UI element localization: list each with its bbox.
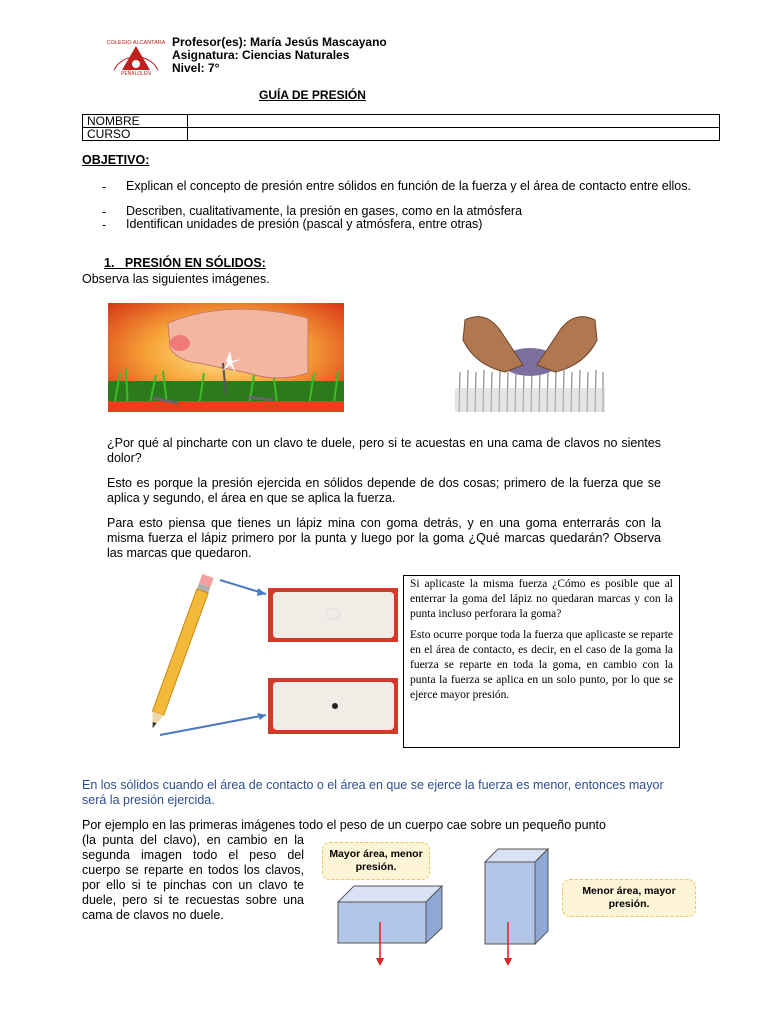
foot-on-nail-image bbox=[108, 303, 344, 412]
objective-item: Explican el concepto de presión entre sólidos en función de la fuerza y el área de contacto entre ellos. bbox=[126, 179, 691, 193]
subject-line: Asignatura: Ciencias Naturales bbox=[172, 48, 350, 62]
bed-of-nails-image bbox=[455, 310, 605, 412]
level-line: Nivel: 7° bbox=[172, 61, 220, 75]
section-intro: Observa las siguientes imágenes. bbox=[82, 272, 270, 286]
explanation-paragraph: Esto es porque la presión ejercida en sólidos depende de dos cosas; primero de la fuerza que se aplica y segundo, el área en que se aplica la fuerza. bbox=[107, 476, 661, 505]
school-logo bbox=[106, 34, 166, 76]
course-field[interactable] bbox=[188, 128, 720, 141]
pressure-blocks-diagram bbox=[330, 846, 560, 970]
svg-text:PEÑALOLEN: PEÑALOLEN bbox=[120, 71, 152, 76]
box-answer: Esto ocurre porque toda la fuerza que aplicaste se reparte en el área de contacto, es decir, en el caso de la goma la fuerza se reparte en toda la goma, en cambio con la punta la fuerza se aplica en un solo punto, por lo que se ejerce mayor presión. bbox=[410, 629, 673, 701]
name-field[interactable] bbox=[188, 115, 720, 128]
pencil-paragraph: Para esto piensa que tienes un lápiz mina con goma detrás, y en una goma enterrarás con la misma fuerza el lápiz primero por la punta y luego por la goma ¿Qué marcas quedarán? Observa las marcas que quedaron. bbox=[107, 516, 661, 560]
teacher-line: Profesor(es): María Jesús Mascayano bbox=[172, 35, 387, 49]
objective-heading: OBJETIVO: bbox=[82, 153, 150, 167]
course-label: CURSO bbox=[83, 128, 188, 141]
box-question: Si aplicaste la misma fuerza ¿Cómo es posible que al enterrar la goma del lápiz no quedaran marcas y con la punta incluso perforara la goma? bbox=[410, 578, 673, 620]
example-line: Por ejemplo en las primeras imágenes todo el peso de un cuerpo cae sobre un pequeño punto bbox=[82, 818, 606, 832]
objective-item: Identifican unidades de presión (pascal y atmósfera, entre otras) bbox=[126, 217, 483, 231]
objective-item: Describen, cualitativamente, la presión en gases, como en la atmósfera bbox=[126, 204, 523, 218]
note-smaller-area: Menor área, mayor presión. bbox=[562, 879, 696, 917]
example-paragraph: (la punta del clavo), en cambio en la segunda imagen todo el peso del cuerpo se reparte en todos los clavos, por ello si te pinchas con un clavo te duele, pero si te recuestas sobre una cama de clavos no duele. bbox=[82, 833, 304, 922]
explanation-box bbox=[403, 575, 680, 748]
note-larger-area: Mayor área, menor presión. bbox=[322, 842, 430, 880]
svg-text:COLEGIO ALCANTARA: COLEGIO ALCANTARA bbox=[106, 40, 166, 46]
pencil-eraser-diagram bbox=[140, 570, 400, 745]
section-heading: 1. PRESIÓN EN SÓLIDOS: bbox=[104, 256, 266, 270]
conclusion-text: En los sólidos cuando el área de contacto o el área en que se ejerce la fuerza es menor, entonces mayor será la presión ejercida. bbox=[82, 778, 664, 807]
name-label: NOMBRE bbox=[83, 115, 188, 128]
student-info-table bbox=[82, 114, 720, 141]
page-title: GUÍA DE PRESIÓN bbox=[259, 88, 366, 102]
question-paragraph: ¿Por qué al pincharte con un clavo te duele, pero si te acuestas en una cama de clavos no sientes dolor? bbox=[107, 436, 661, 465]
